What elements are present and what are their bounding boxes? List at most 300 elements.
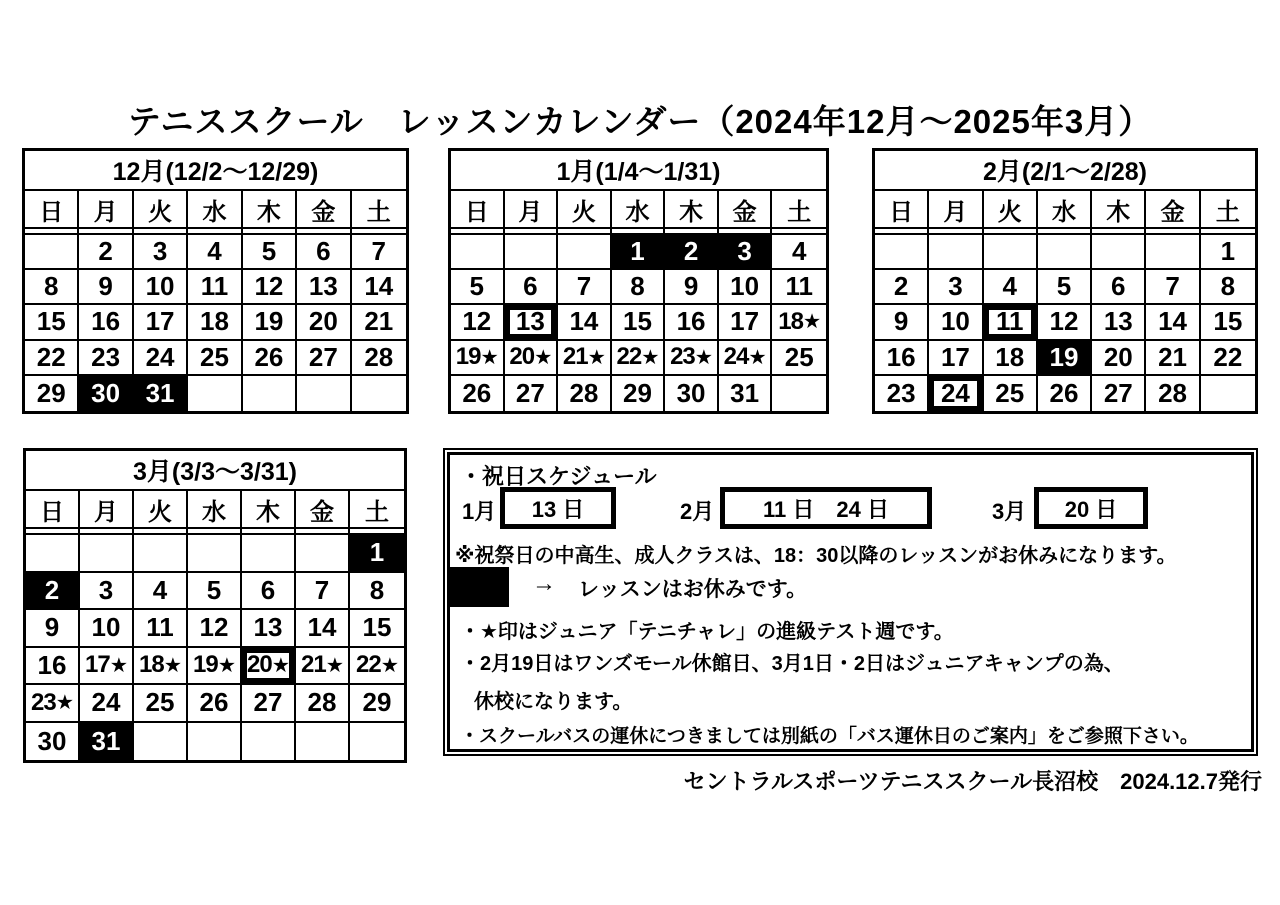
day-number: 10 <box>145 271 175 302</box>
separator-cell <box>505 229 559 233</box>
page-title: テニススクール レッスンカレンダー（2024年12月～2025年3月） <box>127 103 1153 140</box>
day-number: 3 <box>152 236 168 267</box>
weekday-label: 金 <box>719 191 773 227</box>
day-cell <box>665 341 719 376</box>
day-cell <box>80 648 134 686</box>
day-cell <box>772 270 826 305</box>
day-cell <box>188 235 242 270</box>
day-cell <box>719 341 773 376</box>
day-number: 7 <box>371 236 386 267</box>
day-cell <box>25 376 79 411</box>
day-number: 25 <box>145 687 175 718</box>
day-cell <box>772 235 826 270</box>
star-mark-note: ・★印はジュニア「テニチャレ」の進級テスト週です。 <box>460 621 954 643</box>
day-number: 4 <box>791 236 807 267</box>
empty-cell <box>134 723 188 761</box>
day-cell <box>451 376 505 411</box>
weekday-label: 水 <box>188 491 242 527</box>
separator-cell <box>1038 229 1092 233</box>
empty-cell <box>188 376 242 411</box>
day-cell <box>665 376 719 411</box>
day-number: 17 <box>145 306 175 337</box>
test-week-star-icon: ★ <box>587 346 605 369</box>
empty-cell <box>242 723 296 761</box>
day-number: 25 <box>200 341 229 372</box>
separator-cell <box>1201 229 1255 233</box>
separator-cell <box>80 529 134 533</box>
day-number: 28 <box>307 687 337 718</box>
day-cell <box>505 376 559 411</box>
test-week-star-icon: ★ <box>55 692 73 715</box>
day-cell <box>719 305 773 340</box>
day-cell <box>612 341 666 376</box>
day-number: 24 <box>145 341 175 372</box>
day-number: 5 <box>206 574 222 605</box>
day-cell <box>1201 235 1255 270</box>
day-cell <box>296 648 350 686</box>
day-number: 27 <box>253 687 283 718</box>
day-cell <box>772 305 826 340</box>
weekday-label: 日 <box>451 191 505 227</box>
calendar-grid <box>25 235 406 411</box>
day-cell <box>25 341 79 376</box>
day-number: 3 <box>98 574 114 605</box>
day-number: 9 <box>683 271 699 302</box>
day-number: 27 <box>1103 377 1133 408</box>
separator-cell <box>1092 229 1146 233</box>
weekday-label: 木 <box>242 491 296 527</box>
day-number: 23 <box>886 377 916 408</box>
weekday-label: 木 <box>1092 191 1146 227</box>
day-number: 23 <box>670 343 695 371</box>
test-week-star-icon: ★ <box>480 346 498 369</box>
separator-cell <box>984 229 1038 233</box>
day-cell <box>243 235 297 270</box>
day-number: 2 <box>893 271 909 302</box>
calendar-weekday-row <box>875 191 1255 229</box>
day-cell <box>612 270 666 305</box>
calendar-title: 3月(3/3～3/31) <box>26 451 404 491</box>
day-number: 14 <box>307 612 337 643</box>
weekday-label: 土 <box>366 198 391 226</box>
day-cell <box>297 235 351 270</box>
day-number: 22 <box>36 341 66 372</box>
day-cell <box>1146 376 1200 411</box>
day-number: 30 <box>676 377 706 408</box>
empty-cell <box>875 235 929 270</box>
separator-cell <box>772 229 826 233</box>
weekday-label: 木 <box>665 191 719 227</box>
separator-cell <box>79 229 133 233</box>
day-cell <box>350 535 404 573</box>
day-number: 8 <box>43 271 59 302</box>
day-cell <box>719 270 773 305</box>
day-cell <box>665 305 719 340</box>
holiday-days-box-february: 11 日 24 日 <box>720 487 932 529</box>
day-cell <box>1092 305 1146 340</box>
day-number: 18 <box>995 341 1025 372</box>
weekday-label: 金 <box>297 191 351 227</box>
day-cell <box>352 270 406 305</box>
day-cell <box>134 305 188 340</box>
day-cell <box>505 270 559 305</box>
empty-cell <box>929 235 983 270</box>
day-number: 14 <box>1158 306 1188 337</box>
holiday-hours-note: ※祝祭日の中高生、成人クラスは、18：30以降のレッスンがお休みになります。 <box>455 545 1177 567</box>
day-cell <box>612 376 666 411</box>
empty-cell <box>297 376 351 411</box>
day-cell <box>80 723 134 761</box>
day-cell <box>26 573 80 611</box>
separator-cell <box>875 229 929 233</box>
day-cell <box>352 341 406 376</box>
day-number: 14 <box>364 271 394 302</box>
day-cell <box>188 305 242 340</box>
empty-cell <box>80 535 134 573</box>
day-number: 26 <box>254 341 284 372</box>
separator-cell <box>26 529 80 533</box>
day-cell <box>875 305 929 340</box>
weekday-label: 火 <box>134 191 188 227</box>
day-number: 11 <box>146 612 174 643</box>
empty-cell <box>134 535 188 573</box>
day-cell <box>350 573 404 611</box>
day-cell <box>79 235 133 270</box>
test-week-star-icon: ★ <box>271 654 289 677</box>
weekday-label: 土 <box>787 198 812 226</box>
day-cell <box>984 270 1038 305</box>
day-number: 26 <box>199 687 229 718</box>
day-number: 5 <box>469 271 485 302</box>
day-number: 20 <box>1103 341 1133 372</box>
notes-panel <box>443 448 1258 756</box>
empty-cell <box>243 376 297 411</box>
separator-cell <box>929 229 983 233</box>
day-number: 6 <box>316 236 331 267</box>
day-number: 24 <box>940 377 970 408</box>
day-cell <box>929 341 983 376</box>
day-number: 19 <box>455 343 481 371</box>
day-cell <box>929 305 983 340</box>
day-cell <box>242 685 296 723</box>
day-number: 7 <box>314 574 330 605</box>
day-number: 6 <box>523 271 538 302</box>
holiday-month-label-february: 2月 <box>680 499 715 524</box>
empty-cell <box>25 235 79 270</box>
day-number: 13 <box>253 612 283 643</box>
day-number: 12 <box>1049 306 1079 337</box>
day-number: 26 <box>1049 377 1079 408</box>
holiday-schedule-heading: ・祝日スケジュール <box>460 464 657 489</box>
empty-cell <box>984 235 1038 270</box>
empty-cell <box>1092 235 1146 270</box>
day-cell <box>26 685 80 723</box>
day-cell <box>665 270 719 305</box>
day-cell <box>984 341 1038 376</box>
day-cell <box>188 573 242 611</box>
day-cell <box>719 376 773 411</box>
day-number: 17 <box>85 651 110 679</box>
day-number: 28 <box>364 341 394 372</box>
calendar-weekday-row <box>451 191 826 229</box>
day-cell <box>243 341 297 376</box>
closed-day-legend-text: レッスンはお休みです。 <box>578 578 808 601</box>
day-number: 16 <box>37 649 67 680</box>
day-number: 18 <box>139 651 164 679</box>
day-number: 31 <box>91 725 121 756</box>
day-number: 21 <box>364 306 394 337</box>
day-cell <box>558 270 612 305</box>
day-cell <box>188 341 242 376</box>
day-cell <box>297 305 351 340</box>
day-number: 8 <box>630 271 645 302</box>
separator-cell <box>242 529 296 533</box>
day-cell <box>984 376 1038 411</box>
day-number: 23 <box>31 688 56 716</box>
weekday-label: 金 <box>1146 191 1200 227</box>
day-cell <box>1038 305 1092 340</box>
day-cell <box>188 648 242 686</box>
empty-cell <box>188 723 242 761</box>
weekday-label: 水 <box>612 191 666 227</box>
day-cell <box>1092 270 1146 305</box>
day-cell <box>79 305 133 340</box>
day-cell <box>505 305 559 340</box>
day-number: 7 <box>576 271 592 302</box>
weekday-label: 日 <box>26 491 80 527</box>
closure-note-line2: 休校になります。 <box>474 691 633 713</box>
day-number: 18 <box>778 307 803 335</box>
day-cell <box>875 376 929 411</box>
day-cell <box>1038 376 1092 411</box>
day-number: 18 <box>200 306 229 337</box>
day-number: 14 <box>569 306 599 337</box>
test-week-star-icon: ★ <box>641 346 659 369</box>
day-cell <box>558 341 612 376</box>
day-cell <box>243 305 297 340</box>
test-week-star-icon: ★ <box>109 654 127 677</box>
day-number: 4 <box>1002 271 1017 302</box>
day-cell <box>296 685 350 723</box>
separator-cell <box>296 529 350 533</box>
test-week-star-icon: ★ <box>748 346 766 369</box>
bus-service-note: ・スクールバスの運休につきましては別紙の「バス運休日のご案内」をご参照下さい。 <box>460 726 1199 747</box>
day-cell <box>665 235 719 270</box>
day-cell <box>929 270 983 305</box>
day-cell <box>350 610 404 648</box>
day-cell <box>26 610 80 648</box>
day-number: 7 <box>1165 271 1180 302</box>
day-number: 28 <box>1158 377 1188 408</box>
day-number: 17 <box>940 341 970 372</box>
empty-cell <box>772 376 826 411</box>
weekday-label: 土 <box>1215 198 1240 226</box>
holiday-month-label-january: 1月 <box>462 499 497 524</box>
day-number: 22 <box>616 343 642 371</box>
day-number: 17 <box>730 306 760 337</box>
day-cell <box>352 235 406 270</box>
day-number: 2 <box>683 236 699 267</box>
day-cell <box>25 305 79 340</box>
day-cell <box>772 341 826 376</box>
day-cell <box>612 305 666 340</box>
separator-cell <box>1146 229 1200 233</box>
day-number: 16 <box>676 306 706 337</box>
weekday-label: 火 <box>134 491 188 527</box>
weekday-label: 月 <box>80 491 134 527</box>
calendar-title: 12月(12/2～12/29) <box>25 151 406 191</box>
empty-cell <box>26 535 80 573</box>
day-cell <box>242 573 296 611</box>
separator-cell <box>243 229 297 233</box>
day-cell <box>352 305 406 340</box>
day-number: 16 <box>886 341 916 372</box>
day-number: 15 <box>623 306 652 337</box>
empty-cell <box>1038 235 1092 270</box>
day-number: 11 <box>995 306 1024 337</box>
weekday-label: 月 <box>929 191 983 227</box>
holiday-days-box-january: 13 日 <box>500 487 616 529</box>
test-week-star-icon: ★ <box>380 654 398 677</box>
day-cell <box>1092 341 1146 376</box>
day-number: 8 <box>1220 271 1236 302</box>
calendar-january <box>448 148 829 414</box>
day-cell <box>80 610 134 648</box>
empty-cell <box>242 535 296 573</box>
empty-cell <box>1146 235 1200 270</box>
day-number: 24 <box>91 687 121 718</box>
day-number: 6 <box>260 574 276 605</box>
day-cell <box>558 376 612 411</box>
empty-cell <box>296 723 350 761</box>
day-cell <box>451 341 505 376</box>
day-cell <box>558 305 612 340</box>
day-cell <box>350 685 404 723</box>
day-cell <box>25 270 79 305</box>
day-cell <box>188 270 242 305</box>
weekday-label: 火 <box>558 191 612 227</box>
day-cell <box>79 376 133 411</box>
day-cell <box>297 341 351 376</box>
calendar-grid <box>451 235 826 411</box>
calendar-grid <box>875 235 1255 411</box>
day-cell <box>612 235 666 270</box>
calendar-grid <box>26 535 404 760</box>
notes-panel-inner <box>447 452 1254 752</box>
day-cell <box>350 648 404 686</box>
day-number: 15 <box>362 612 392 643</box>
day-cell <box>1201 341 1255 376</box>
empty-cell <box>188 535 242 573</box>
day-number: 2 <box>44 574 60 605</box>
day-cell <box>80 685 134 723</box>
day-cell <box>296 573 350 611</box>
day-number: 20 <box>509 343 535 371</box>
weekday-label: 水 <box>1038 191 1092 227</box>
day-cell <box>1201 305 1255 340</box>
day-number: 13 <box>308 271 338 302</box>
separator-cell <box>297 229 351 233</box>
day-number: 19 <box>1049 341 1079 372</box>
day-number: 8 <box>369 574 385 605</box>
closed-day-legend-swatch <box>447 567 509 607</box>
day-cell <box>1146 270 1200 305</box>
day-number: 12 <box>462 306 492 337</box>
day-cell <box>1201 270 1255 305</box>
day-cell <box>1146 305 1200 340</box>
separator-cell <box>665 229 719 233</box>
day-number: 27 <box>515 377 545 408</box>
day-number: 9 <box>44 612 60 643</box>
separator-cell <box>188 529 242 533</box>
holiday-days-box-march: 20 日 <box>1034 487 1148 529</box>
day-cell <box>451 305 505 340</box>
day-number: 11 <box>200 271 229 302</box>
day-cell <box>26 723 80 761</box>
day-cell <box>79 341 133 376</box>
separator-cell <box>612 229 666 233</box>
separator-cell <box>719 229 773 233</box>
day-number: 16 <box>91 306 121 337</box>
separator-cell <box>350 529 404 533</box>
separator-cell <box>451 229 505 233</box>
day-number: 25 <box>784 341 814 372</box>
day-number: 29 <box>623 377 652 408</box>
empty-cell <box>558 235 612 270</box>
day-cell <box>79 270 133 305</box>
day-cell <box>1092 376 1146 411</box>
test-week-star-icon: ★ <box>163 654 181 677</box>
day-number: 31 <box>145 377 175 408</box>
day-number: 1 <box>630 236 645 267</box>
day-cell <box>1038 270 1092 305</box>
day-number: 1 <box>369 537 385 568</box>
day-cell <box>242 648 296 686</box>
weekday-label: 日 <box>875 191 929 227</box>
day-cell <box>134 648 188 686</box>
day-cell <box>188 610 242 648</box>
empty-cell <box>352 376 406 411</box>
day-number: 6 <box>1111 271 1126 302</box>
weekday-label: 金 <box>296 491 350 527</box>
day-cell <box>134 270 188 305</box>
empty-cell <box>451 235 505 270</box>
day-number: 21 <box>1158 341 1188 372</box>
day-number: 29 <box>36 377 66 408</box>
calendar-december <box>22 148 409 414</box>
day-number: 19 <box>193 651 218 679</box>
weekday-label: 水 <box>188 191 242 227</box>
day-number: 9 <box>893 306 909 337</box>
day-number: 13 <box>1103 306 1133 337</box>
day-number: 23 <box>91 341 121 372</box>
day-cell <box>242 610 296 648</box>
day-cell <box>134 685 188 723</box>
day-cell <box>451 270 505 305</box>
day-number: 31 <box>730 377 760 408</box>
day-cell <box>875 270 929 305</box>
day-number: 22 <box>1213 341 1243 372</box>
day-cell <box>134 235 188 270</box>
day-number: 10 <box>730 271 760 302</box>
weekday-label: 土 <box>365 498 389 526</box>
day-number: 15 <box>1213 306 1243 337</box>
day-number: 11 <box>785 271 813 302</box>
calendar-weekday-row <box>26 491 404 529</box>
day-number: 30 <box>91 377 121 408</box>
day-cell <box>297 270 351 305</box>
weekday-label: 月 <box>505 191 559 227</box>
